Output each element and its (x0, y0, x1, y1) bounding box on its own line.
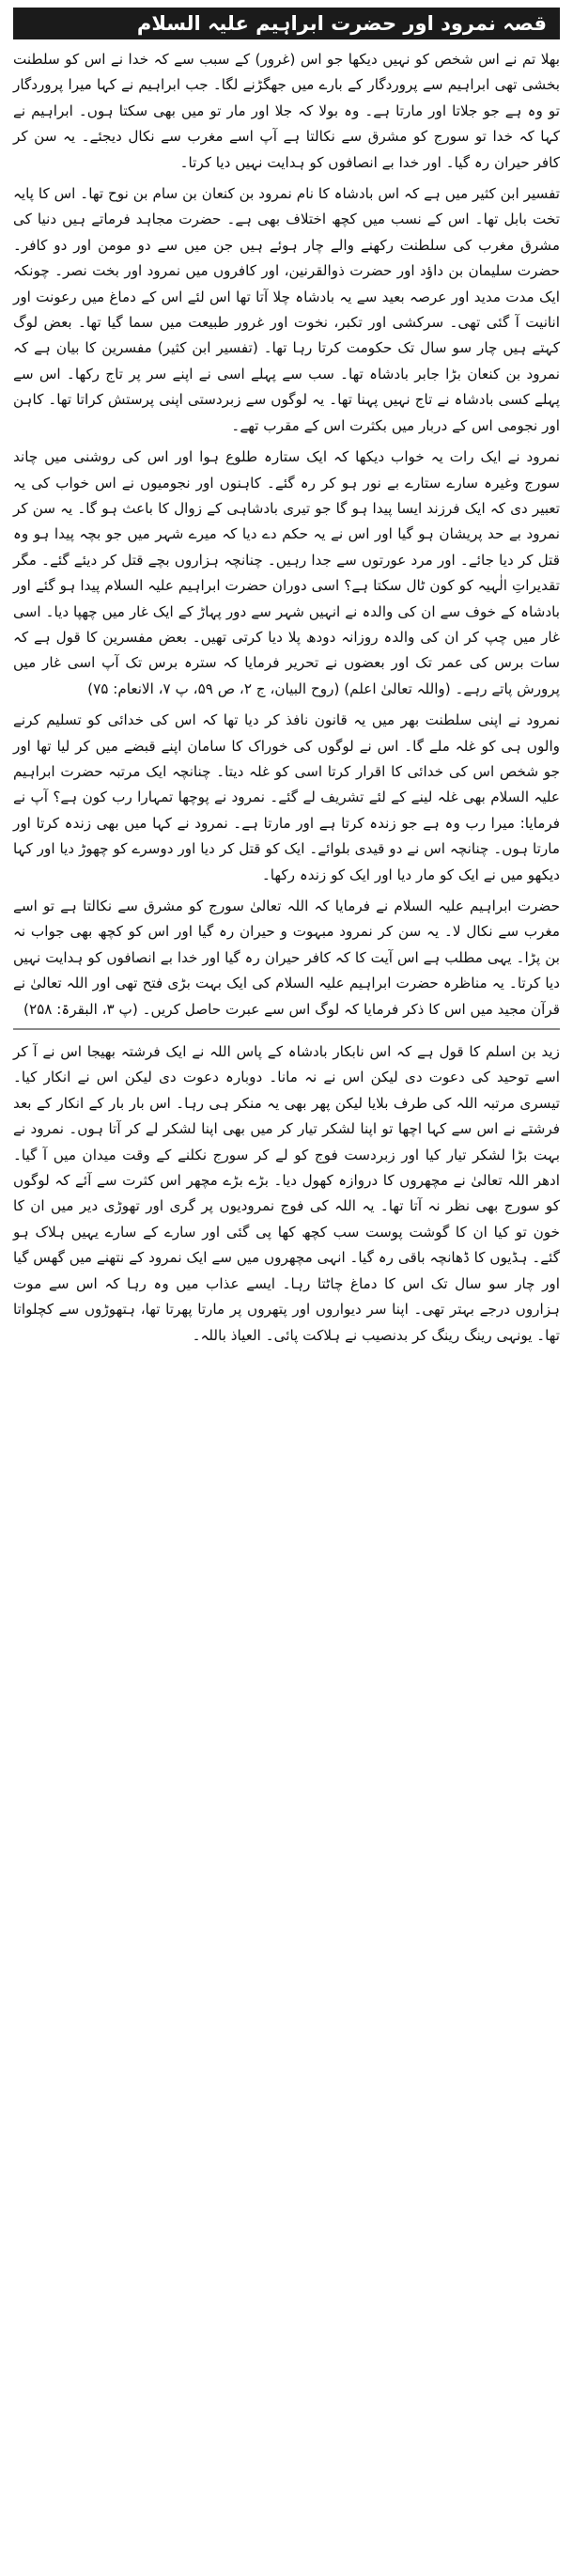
paragraph-1: بھلا تم نے اس شخص کو نہیں دیکھا جو اس (غرور) کے سبب سے کہ خدا نے اس کو سلطنت بخشی تھی ابراہیم سے پروردگار کے بارے میں جھگڑنے لگا۔ جب ابراہیم نے کہا میرا پروردگار تو وہ ہے جو جلاتا اور مارتا ہے۔ وہ بولا کہ جلا اور مار تو میں بھی سکتا ہوں۔ ابراہیم نے کہا کہ خدا تو سورج کو مشرق سے نکالتا ہے آپ اسے مغرب سے نکال دیجئے۔ یہ سن کر کافر حیران رہ گیا۔ اور خدا بے انصافوں کو ہدایت نہیں دیا کرتا۔ (13, 51, 560, 171)
paragraph-3: نمرود نے ایک رات یہ خواب دیکھا کہ ایک ستارہ طلوع ہوا اور اس کی روشنی میں چاند سورج وغیرہ سارے ستارے بے نور ہو کر رہ گئے۔ کاہنوں اور نجومیوں نے اس خواب کی یہ تعبیر دی کہ ایک فرزند ایسا پیدا ہو گا جو تیری بادشاہی کے زوال کا باعث ہو گا۔ یہ سن کر نمرود بے حد پریشان ہو گیا اور اس نے یہ حکم دے دیا کہ میرے شہر میں جو بچہ پیدا ہو وہ قتل کر دیا جائے۔ اور مرد عورتوں سے جدا رہیں۔ چنانچہ ہزاروں بچے قتل کر دیئے گئے۔ مگر تقدیراتِ الٰہیہ کو کون ٹال سکتا ہے؟ اسی دوران حضرت ابراہیم علیہ السلام پیدا ہو گئے اور بادشاہ کے خوف سے ان کی والدہ نے انہیں شہر سے دور پہاڑ کے ایک غار میں چھپا دیا۔ اسی غار میں چپ کر ان کی والدہ روزانہ دودھ پلا دیا کرتی تھیں۔ بعض مفسرین کا قول ہے کہ سات برس کی عمر تک اور بعضوں نے تحریر فرمایا کہ سترہ برس تک آپ اسی غار میں پرورش پاتے رہے۔ (واللہ تعالیٰ اعلم) (روح البیان، ج ۲، ص ۵۹، پ ۷، الانعام: ۷۵) (13, 448, 560, 697)
article-title: قصہ نمرود اور حضرت ابراہیم علیہ السلام (13, 8, 560, 39)
closing-paragraph: زید بن اسلم کا قول ہے کہ اس نابکار بادشاہ کے پاس اللہ نے ایک فرشتہ بھیجا اس نے آ کر اسے توحید کی دعوت دی لیکن اس نے نہ مانا۔ دوبارہ دعوت دی لیکن اس نے انکار کیا۔ تیسری مرتبہ اللہ کی طرف بلایا لیکن پھر بھی یہ منکر ہی رہا۔ اس بار بار کے انکار کے بعد فرشتے نے اس سے کہا اچھا تو اپنا لشکر تیار کر میں بھی اپنا لشکر لے کر آتا ہوں۔ نمرود نے بہت بڑا لشکر تیار کیا اور زبردست فوج کو لے کر سورج نکلنے کے وقت میدان میں آ گیا۔ ادھر اللہ تعالیٰ نے مچھروں کا دروازہ کھول دیا۔ بڑے بڑے مچھر اس کثرت سے آئے کہ لوگوں کو سورج بھی نظر نہ آتا تھا۔ یہ اللہ کی فوج نمرودیوں پر گری اور تھوڑی دیر میں ان کا خون تو کیا ان کا گوشت پوست سب کچھ کھا پی گئی اور سارے کے سارے یہیں ہلاک ہو گئے۔ ہڈیوں کا ڈھانچہ باقی رہ گیا۔ انہی مچھروں میں سے ایک نمرود کے نتھنے میں گھس گیا اور چار سو سال تک اس کا دماغ چاٹتا رہا۔ ایسے عذاب میں وہ رہا کہ اس سے موت ہزاروں درجے بہتر تھی۔ اپنا سر دیواروں اور پتھروں پر مارتا پھرتا تھا، ہتھوڑوں سے کچلواتا تھا۔ یونہی رینگ رینگ کر بدنصیب نے ہلاکت پائی۔ العیاذ باللہ۔ (13, 1043, 560, 1344)
section-divider (13, 1028, 560, 1030)
paragraph-5: حضرت ابراہیم علیہ السلام نے فرمایا کہ اللہ تعالیٰ سورج کو مشرق سے نکالتا ہے تو اسے مغرب سے نکال لا۔ یہ سن کر نمرود مبہوت و حیران رہ گیا اور اس کو کچھ بھی جواب نہ بن پڑا۔ یہی مطلب ہے اس آیت کا کہ کافر حیران رہ گیا اور خدا بے انصافوں کو ہدایت نہیں دیا کرتا۔ یہ مناظرہ حضرت ابراہیم علیہ السلام کی ایک بہت بڑی فتح تھی اور اللہ تعالیٰ نے قرآن مجید میں اس کا ذکر فرمایا کہ لوگ اس سے عبرت حاصل کریں۔ (پ ۳، البقرۃ: ۲۵۸) (13, 898, 560, 1018)
paragraph-2: تفسیر ابن کثیر میں ہے کہ اس بادشاہ کا نام نمرود بن کنعان بن سام بن نوح تھا۔ اس کا پایہ تخت بابل تھا۔ اس کے نسب میں کچھ اختلاف بھی ہے۔ حضرت مجاہد فرماتے ہیں دنیا کی مشرق مغرب کی سلطنت رکھنے والے چار ہوئے ہیں جن میں سے دو مومن اور دو کافر۔ حضرت سلیمان بن داؤد اور حضرت ذوالقرنین، اور کافروں میں نمرود اور بخت نصر۔ چونکہ ایک مدت مدید اور عرصہ بعید سے یہ بادشاہ چلا آتا تھا اس لئے اس کے دماغ میں رعونت اور انانیت آ گئی تھی۔ سرکشی اور تکبر، نخوت اور غرور طبیعت میں سما گیا تھا۔ بعض لوگ کہتے ہیں چار سو سال تک حکومت کرتا رہا تھا۔ (تفسیر ابن کثیر) مفسرین کا بیان ہے کہ نمرود بن کنعان بڑا جابر بادشاہ تھا۔ سب سے پہلے اسی نے اپنے سر پر تاج رکھا۔ اس سے پہلے کسی بادشاہ نے تاج نہیں پہنا تھا۔ یہ لوگوں سے زبردستی اپنی پرستش کراتا تھا۔ کاہن اور نجومی اس کے دربار میں بکثرت اس کے مقرب تھے۔ (13, 185, 560, 434)
paragraph-4: نمرود نے اپنی سلطنت بھر میں یہ قانون نافذ کر دیا تھا کہ اس کی خدائی کو تسلیم کرنے والوں ہی کو غلہ ملے گا۔ اس نے لوگوں کی خوراک کا سامان اپنے قبضے میں کر لیا تھا اور جو شخص اس کی خدائی کا اقرار کرتا اسی کو غلہ دیتا۔ چنانچہ ایک مرتبہ حضرت ابراہیم علیہ السلام بھی غلہ لینے کے لئے تشریف لے گئے۔ نمرود نے پوچھا تمہارا رب کون ہے؟ آپ نے فرمایا: میرا رب وہ ہے جو زندہ کرتا ہے اور مارتا ہے۔ نمرود نے کہا میں بھی زندہ کرتا اور مارتا ہوں۔ چنانچہ اس نے دو قیدی بلوائے۔ ایک کو قتل کر دیا اور دوسرے کو چھوڑ دیا اور کہا دیکھو میں نے ایک کو مار دیا اور ایک کو زندہ رکھا۔ (13, 711, 560, 883)
